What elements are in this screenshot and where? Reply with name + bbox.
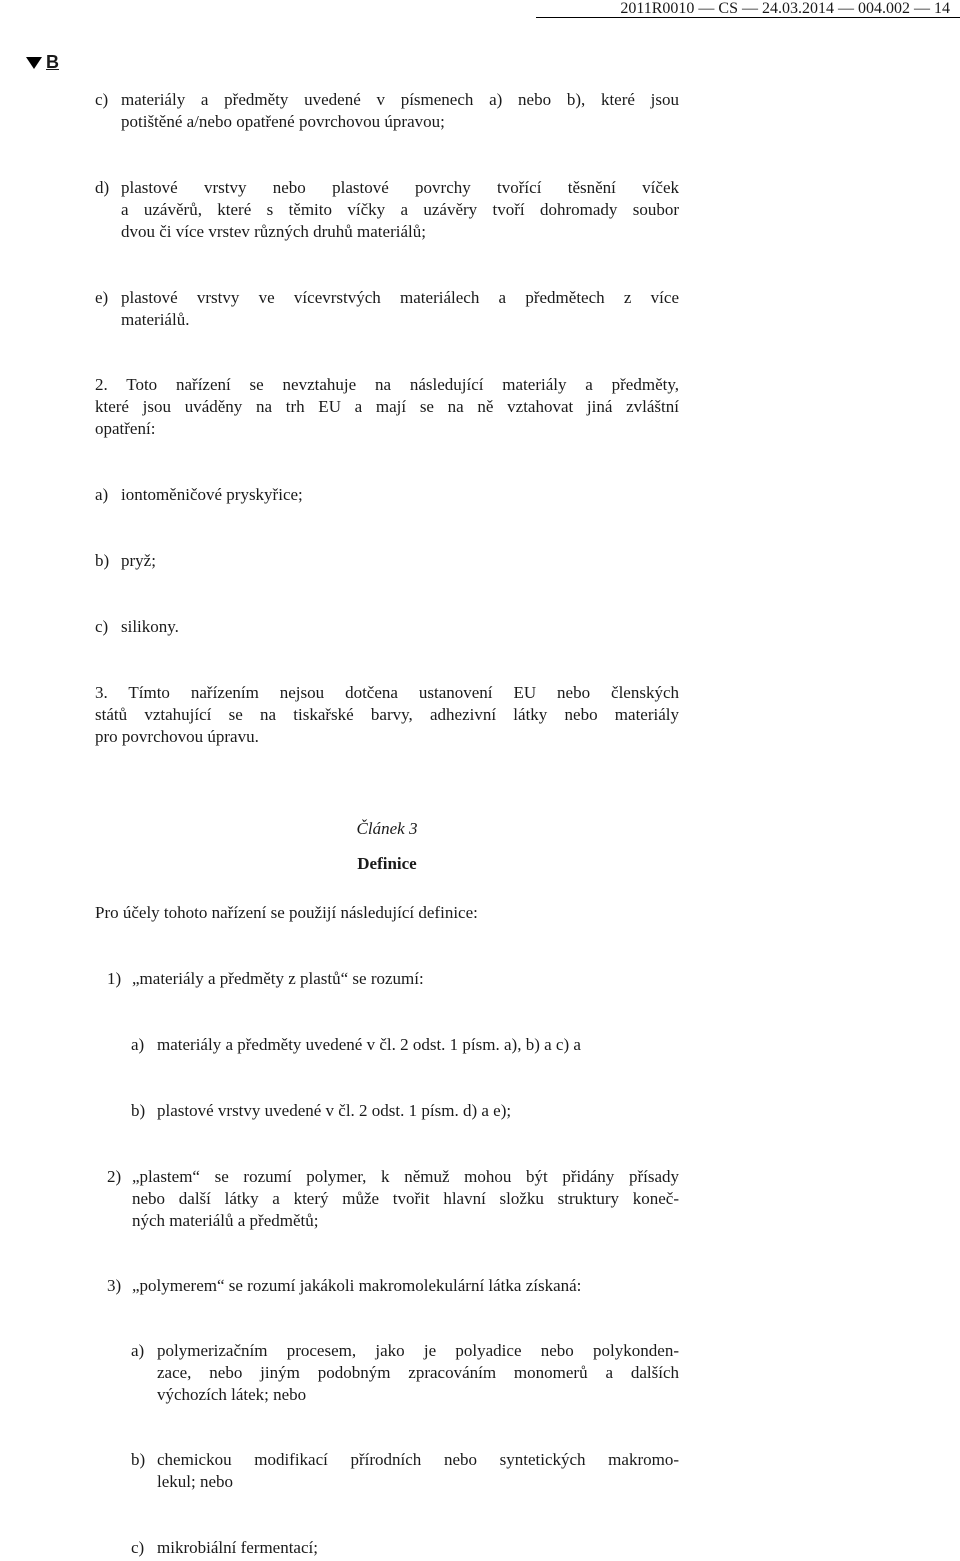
definition-text: „polymerem“ se rozumí jakákoli makromolekulární látka získaná: <box>132 1276 582 1295</box>
list-item-c <box>95 89 679 133</box>
text-line: polymerizačním procesem, jako je polyadice nebo polykonden- <box>157 1341 679 1360</box>
text-line: a uzávěrů, které s těmito víčky a uzávěry tvoří dohromady soubor <box>121 200 679 219</box>
list-item-e <box>95 287 679 331</box>
amendment-marker <box>26 52 59 72</box>
definition-1 <box>107 968 679 990</box>
article-title: Definice <box>357 854 417 873</box>
list-item-b <box>95 550 679 572</box>
list-label: e) <box>95 288 109 307</box>
document-header: 2011R0010 — CS — 24.03.2014 — 004.002 — 14 <box>536 0 960 18</box>
text-line: 3. Tímto nařízením nejsou dotčena ustanovení EU nebo členských <box>95 683 679 702</box>
article-intro: Pro účely tohoto nařízení se použijí následující definice: <box>95 903 478 922</box>
list-text: plastové vrstvy uvedené v čl. 2 odst. 1 písm. d) a e); <box>157 1101 512 1120</box>
definition-1-a <box>131 1034 679 1056</box>
list-label: b) <box>131 1450 146 1469</box>
list-item-d <box>95 177 679 243</box>
text-line: chemickou modifikací přírodních nebo syntetických makromo- <box>157 1450 679 1469</box>
definition-3-b <box>131 1449 679 1493</box>
list-text: materiály a předměty uvedené v čl. 2 odst. 1 písm. a), b) a c) a <box>157 1035 581 1054</box>
definition-label: 3) <box>107 1276 122 1295</box>
list-label: d) <box>95 178 110 197</box>
list-text: silikony. <box>121 617 179 636</box>
text-line: potištěné a/nebo opatřené povrchovou úpravou; <box>121 112 445 131</box>
list-label: a) <box>131 1035 145 1054</box>
text-line: výchozích látek; nebo <box>157 1385 307 1404</box>
text-line: plastové vrstvy nebo plastové povrchy tvořící těsnění víček <box>121 178 679 197</box>
list-label: c) <box>95 90 109 109</box>
definition-1-b <box>131 1100 679 1122</box>
text-line: materiály a předměty uvedené v písmenech a) nebo b), které jsou <box>121 90 679 109</box>
text-line: lekul; nebo <box>157 1472 234 1491</box>
text-line: plastové vrstvy ve vícevrstvých materiálech a předmětech z více <box>121 288 679 307</box>
text-line: dvou či více vrstev různých druhů materiálů; <box>121 222 426 241</box>
list-text: pryž; <box>121 551 156 570</box>
text-line: ných materiálů a předmětů; <box>132 1211 319 1230</box>
article-number: Článek 3 <box>356 819 418 838</box>
definition-3 <box>107 1275 679 1297</box>
text-line: materiálů. <box>121 310 190 329</box>
text-line: nebo další látky a který může tvořit hlavní složku struktury koneč- <box>132 1189 679 1208</box>
text-line: které jsou uváděny na trh EU a mají se na ně vztahovat jiná zvláštní <box>95 397 679 416</box>
list-label: c) <box>131 1538 145 1557</box>
definition-text: „materiály a předměty z plastů“ se rozumí: <box>132 969 424 988</box>
definition-3-c <box>131 1537 679 1559</box>
text-line: států vztahující se na tiskařské barvy, adhezivní látky nebo materiály <box>95 705 679 724</box>
paragraph-3 <box>95 682 679 748</box>
triangle-down-icon <box>26 57 42 69</box>
text-line: opatření: <box>95 419 156 438</box>
list-text: mikrobiální fermentací; <box>157 1538 318 1557</box>
list-label: b) <box>95 551 110 570</box>
text-line: 2. Toto nařízení se nevztahuje na následující materiály a předměty, <box>95 375 679 394</box>
list-label: a) <box>95 485 109 504</box>
list-item-a <box>95 484 679 506</box>
list-text: iontoměničové pryskyřice; <box>121 485 303 504</box>
amendment-marker-label: B <box>46 52 59 72</box>
text-line: „plastem“ se rozumí polymer, k němuž mohou být přidány přísady <box>132 1167 679 1186</box>
paragraph-2 <box>95 374 679 440</box>
list-label: b) <box>131 1101 146 1120</box>
list-item-c2 <box>95 616 679 638</box>
definition-2 <box>107 1166 679 1232</box>
definition-label: 1) <box>107 969 122 988</box>
list-label: c) <box>95 617 109 636</box>
definition-label: 2) <box>107 1167 122 1186</box>
text-line: zace, nebo jiným podobným zpracováním monomerů a dalších <box>157 1363 679 1382</box>
text-line: pro povrchovou úpravu. <box>95 727 259 746</box>
definition-3-a <box>131 1340 679 1406</box>
list-label: a) <box>131 1341 145 1360</box>
